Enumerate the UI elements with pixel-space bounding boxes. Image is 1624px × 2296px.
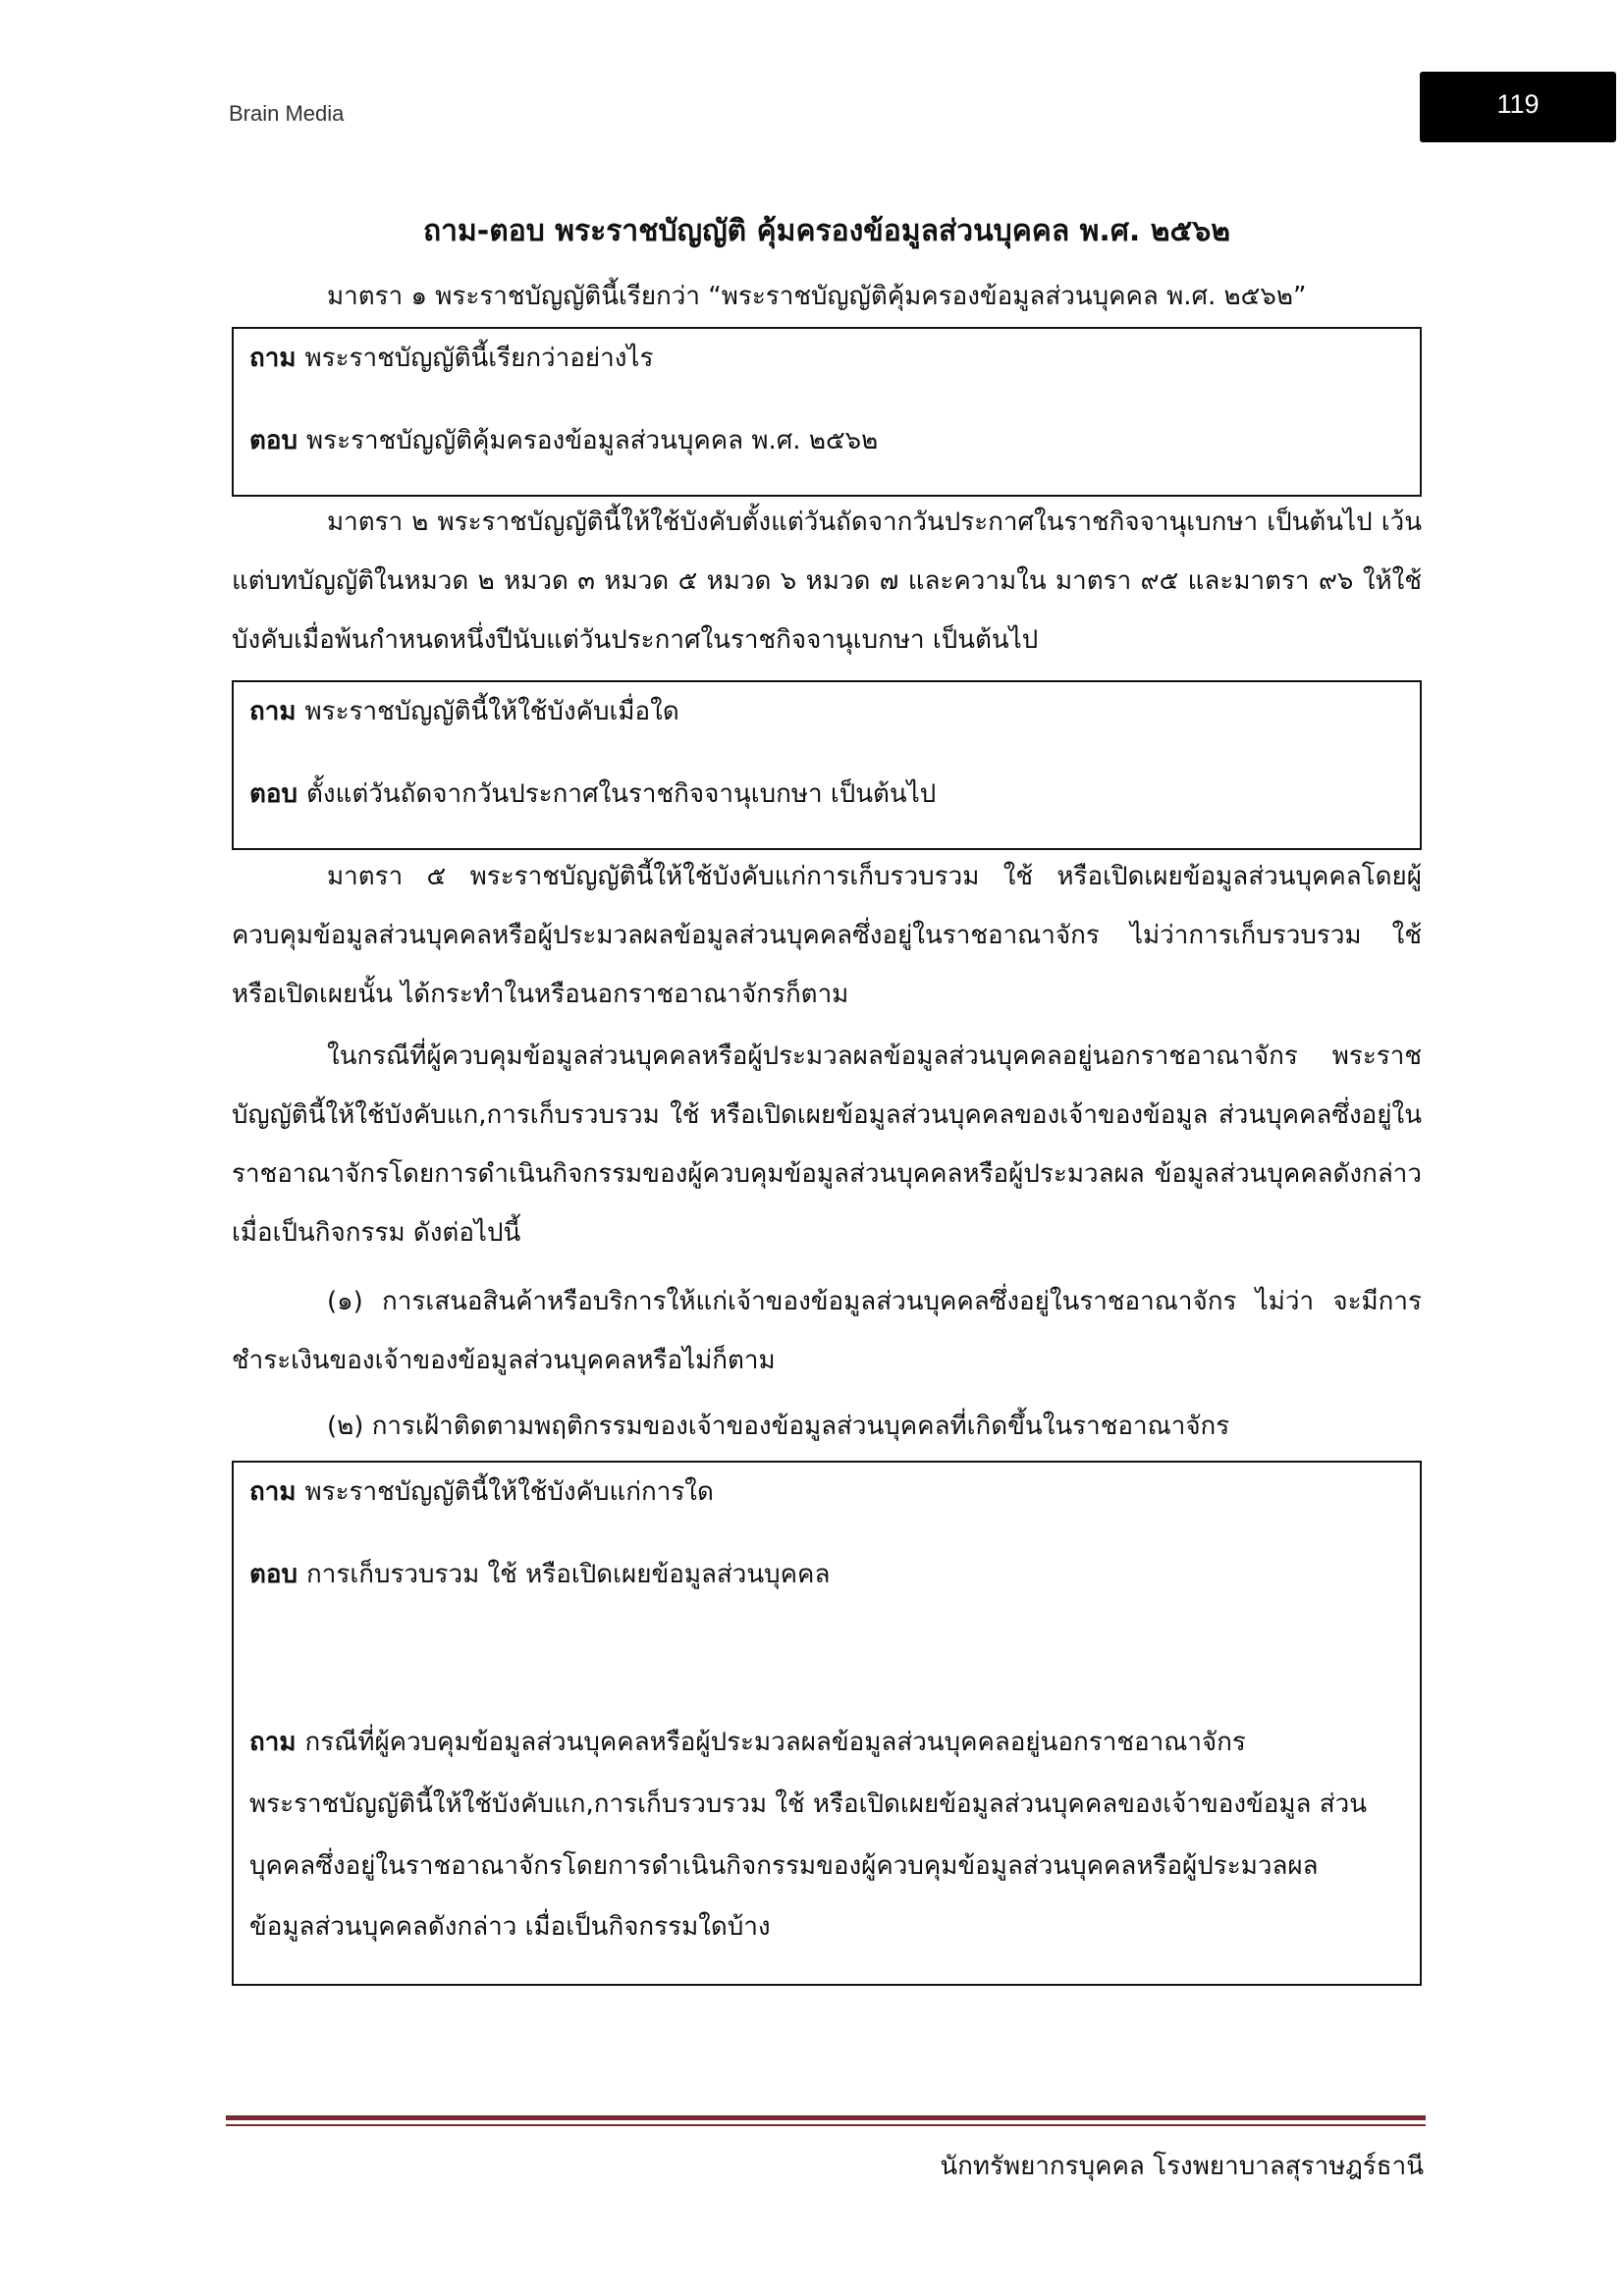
section-5-paragraph-1: มาตรา ๕ พระราชบัญญัตินี้ให้ใช้บังคับแก่การเก็บรวบรวม ใช้ หรือเปิดเผยข้อมูลส่วนบุคคลโดยผู้ควบคุมข้อมูลส่วนบุคคลหรือผู้ประมวลผลข้อมูลส่วนบุคคลซึ่งอยู่ในราชอาณาจักร ไม่ว่าการเก็บรวบรวม ใช้ หรือเปิดเผยนั้น ได้กระทำในหรือนอกราชอาณาจักรก็ตาม xyxy=(232,862,1422,1009)
section-2-text: มาตรา ๒ พระราชบัญญัตินี้ให้ใช้บังคับตั้งแต่วันถัดจากวันประกาศในราชกิจจานุเบกษา เป็นต้นไป เว้นแต่บทบัญญัติในหมวด ๒ หมวด ๓ หมวด ๕ หมวด ๖ หมวด ๗ และความใน มาตรา ๙๕ และมาตรา ๙๖ ให้ใช้บังคับเมื่อพ้นกำหนดหนึ่งปีนับแต่วันประกาศในราชกิจจานุเบกษา เป็นต้นไป xyxy=(232,507,1422,655)
section-5-item-2: (๒) การเฝ้าติดตามพฤติกรรมของเจ้าของข้อมูลส่วนบุคคลที่เกิดขึ้นในราชอาณาจักร xyxy=(327,1412,1230,1441)
qa-question-line xyxy=(249,1713,1404,1772)
qa-question-line: ข้อมูลส่วนบุคคลดังกล่าว เมื่อเป็นกิจกรรมใดบ้าง xyxy=(249,1912,771,1942)
footer-text: นักทรัพยากรบุคคล โรงพยาบาลสุราษฎร์ธานี xyxy=(940,2152,1424,2181)
question-text: พระราชบัญญัตินี้ให้ใช้บังคับแก่การใด xyxy=(304,1477,714,1507)
qa-box-2 xyxy=(232,680,1422,850)
question-label: ถาม xyxy=(249,697,297,726)
qa-answer xyxy=(249,765,1404,824)
page-number-badge xyxy=(1420,72,1616,142)
qa-answer xyxy=(249,411,1404,470)
qa-question xyxy=(249,1463,1404,1522)
question-label: ถาม xyxy=(249,1477,297,1507)
qa-question-line: บุคคลซึ่งอยู่ในราชอาณาจักรโดยการดำเนินกิจกรรมของผู้ควบคุมข้อมูลส่วนบุคคลหรือผู้ประมวลผล xyxy=(249,1851,1319,1881)
answer-text: พระราชบัญญัติคุ้มครองข้อมูลส่วนบุคคล พ.ศ. ๒๕๖๒ xyxy=(306,426,879,455)
document-title: ถาม-ตอบ พระราชบัญญัติ คุ้มครองข้อมูลส่วนบุคคล พ.ศ. ๒๕๖๒ xyxy=(422,214,1231,248)
qa-answer xyxy=(249,1545,1404,1604)
answer-text: การเก็บรวบรวม ใช้ หรือเปิดเผยข้อมูลส่วนบุคคล xyxy=(306,1560,831,1589)
question-label: ถาม xyxy=(249,344,297,373)
question-text: พระราชบัญญัตินี้ให้ใช้บังคับเมื่อใด xyxy=(304,697,679,726)
qa-question xyxy=(249,682,1404,741)
question-text: พระราชบัญญัตินี้เรียกว่าอย่างไร xyxy=(304,344,654,373)
header-brand: Brain Media xyxy=(229,101,345,126)
footer-rule-thin xyxy=(226,2124,1426,2126)
page-number: 119 xyxy=(1496,89,1540,119)
qa-question xyxy=(249,329,1404,388)
answer-text: ตั้งแต่วันถัดจากวันประกาศในราชกิจจานุเบกษา เป็นต้นไป xyxy=(306,779,937,809)
answer-label: ตอบ xyxy=(249,1560,298,1589)
question-text: กรณีที่ผู้ควบคุมข้อมูลส่วนบุคคลหรือผู้ประมวลผลข้อมูลส่วนบุคคลอยู่นอกราชอาณาจักร xyxy=(304,1728,1246,1757)
footer-rule xyxy=(226,2115,1426,2120)
qa-box-3 xyxy=(232,1461,1422,1986)
answer-label: ตอบ xyxy=(249,426,298,455)
qa-question-line: พระราชบัญญัตินี้ให้ใช้บังคับแก,การเก็บรวบรวม ใช้ หรือเปิดเผยข้อมูลส่วนบุคคลของเจ้าของข้อมูล ส่วน xyxy=(249,1789,1367,1819)
section-5-item-1: (๑) การเสนอสินค้าหรือบริการให้แก่เจ้าของข้อมูลส่วนบุคคลซึ่งอยู่ในราชอาณาจักร ไม่ว่า จะมีการชำระเงินของเจ้าของข้อมูลส่วนบุคคลหรือไม่ก็ตาม xyxy=(232,1287,1422,1375)
section-1-text: มาตรา ๑ พระราชบัญญัตินี้เรียกว่า “พระราชบัญญัติคุ้มครองข้อมูลส่วนบุคคล พ.ศ. ๒๕๖๒” xyxy=(327,282,1307,311)
answer-label: ตอบ xyxy=(249,779,298,809)
qa-box-1 xyxy=(232,327,1422,497)
section-5-paragraph-2: ในกรณีที่ผู้ควบคุมข้อมูลส่วนบุคคลหรือผู้ประมวลผลข้อมูลส่วนบุคคลอยู่นอกราชอาณาจักร พระราชบัญญัตินี้ให้ใช้บังคับแก,การเก็บรวบรวม ใช้ หรือเปิดเผยข้อมูลส่วนบุคคลของเจ้าของข้อมูล ส่วนบุคคลซึ่งอยู่ในราชอาณาจักรโดยการดำเนินกิจกรรมของผู้ควบคุมข้อมูลส่วนบุคคลหรือผู้ประมวลผล ข้อมูลส่วนบุคคลดังกล่าว เมื่อเป็นกิจกรรม ดังต่อไปนี้ xyxy=(232,1041,1422,1248)
question-label: ถาม xyxy=(249,1728,297,1757)
